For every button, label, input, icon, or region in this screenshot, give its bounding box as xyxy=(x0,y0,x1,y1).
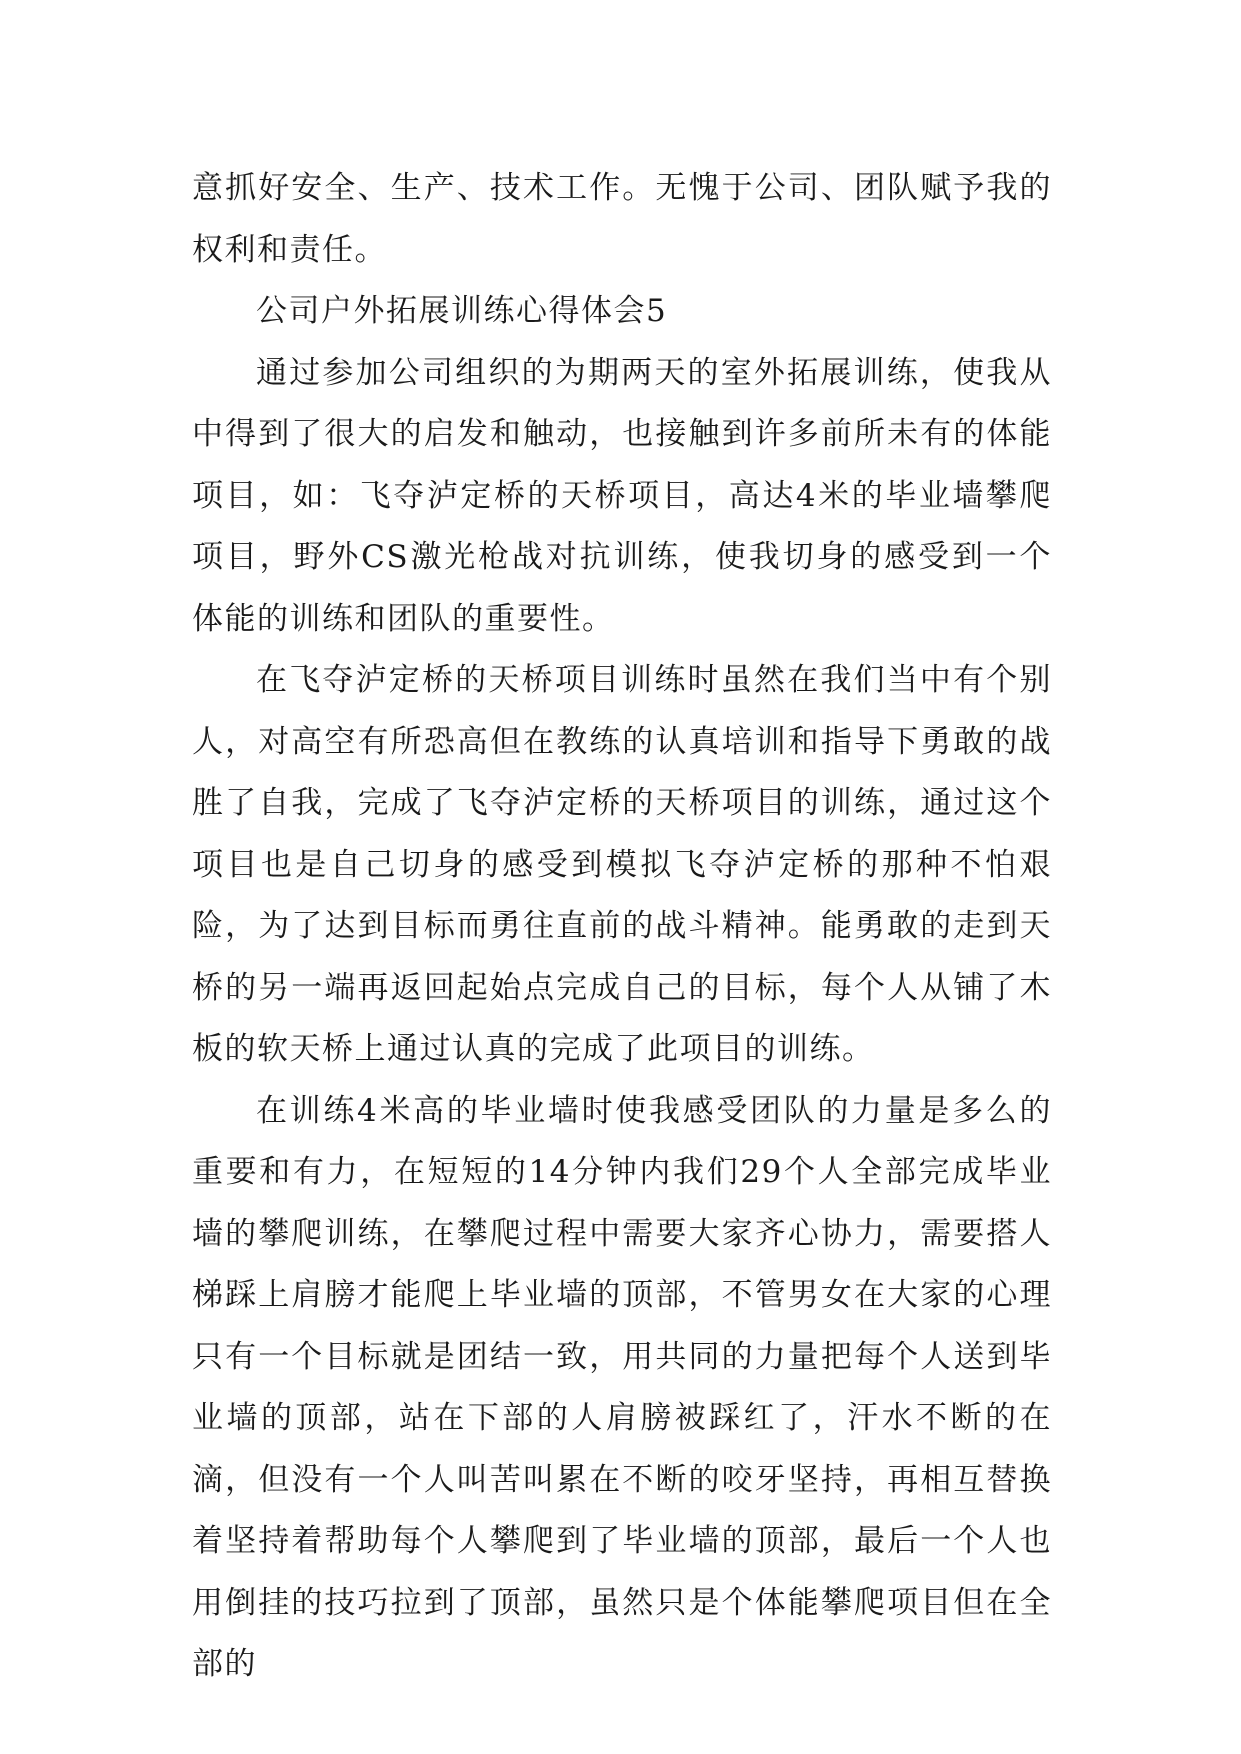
document-body xyxy=(192,158,1052,1696)
paragraph-continuation: 意抓好安全、生产、技术工作。无愧于公司、团队赋予我的权利和责任。 xyxy=(192,170,1052,268)
paragraph-graduation-wall: 在训练4米高的毕业墙时使我感受团队的力量是多么的重要和有力，在短短的14分钟内我们29个人全部完成毕业墙的攀爬训练，在攀爬过程中需要大家齐心协力，需要搭人梯踩上肩膀才能爬上毕业墙的顶部，不管男女在大家的心理只有一个目标就是团结一致，用共同的力量把每个人送到毕业墙的顶部，站在下部的人肩膀被踩红了，汗水不断的在滴，但没有一个人叫苦叫累在不断的咬牙坚持，再相互替换着坚持着帮助每个人攀爬到了毕业墙的顶部，最后一个人也用倒挂的技巧拉到了顶部，虽然只是个体能攀爬项目但在全部的 xyxy=(192,1092,1052,1682)
section-heading: 公司户外拓展训练心得体会5 xyxy=(256,293,668,329)
paragraph-bridge-project: 在飞夺泸定桥的天桥项目训练时虽然在我们当中有个别人，对高空有所恐高但在教练的认真培训和指导下勇敢的战胜了自我，完成了飞夺泸定桥的天桥项目的训练，通过这个项目也是自己切身的感受到模拟飞夺泸定桥的那种不怕艰险，为了达到目标而勇往直前的战斗精神。能勇敢的走到天桥的另一端再返回起始点完成自己的目标，每个人从铺了木板的软天桥上通过认真的完成了此项目的训练。 xyxy=(192,662,1052,1067)
paragraph-intro: 通过参加公司组织的为期两天的室外拓展训练，使我从中得到了很大的启发和触动，也接触到许多前所未有的体能项目，如：飞夺泸定桥的天桥项目，高达4米的毕业墙攀爬项目，野外CS激光枪战对抗训练，使我切身的感受到一个体能的训练和团队的重要性。 xyxy=(192,354,1052,637)
